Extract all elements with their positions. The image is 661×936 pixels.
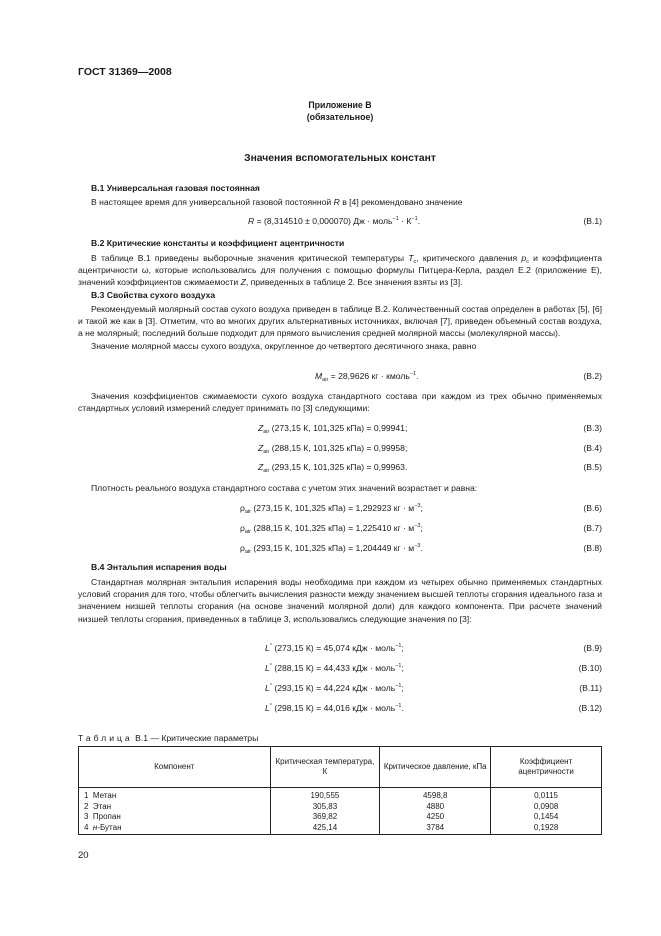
page-number: 20	[78, 850, 89, 861]
table-caption: Таблица В.1 — Критические параметры	[78, 733, 259, 743]
acentric-cell: 0,0115	[491, 788, 602, 802]
acentric-cell: 0,1928	[491, 823, 602, 835]
temperature-cell: 190,555	[270, 788, 380, 802]
document-header: ГОСТ 31369—2008	[78, 66, 172, 78]
section-b1-text: В настоящее время для универсальной газовой постоянной R в [4] рекомендовано значение	[91, 197, 463, 207]
section-b4-text: Стандартная молярная энтальпия испарения воды необходима при каждом из четырех обычно применяемых стандартных условий сгорания для того, чтобы облегчить вычисления разности между значением высшей теплоты сгорания идеального газа и значением низшей теплоты сгорания (на основе значений молярной доли) для каждого компонента. При расчете значений низшей теплоты сгорания, приведенных в таблице 3, использовались следующие значения по [3]:	[78, 577, 602, 624]
section-b2-heading: В.2 Критические константы и коэффициент ацентричности	[91, 238, 345, 248]
critical-parameters-table	[78, 746, 602, 835]
table-row	[79, 802, 602, 813]
table-header-row	[79, 747, 602, 788]
component-cell: 4 н-Бутан	[79, 823, 271, 835]
header-component: Компонент	[79, 747, 271, 788]
annex-heading	[78, 99, 602, 123]
acentric-cell: 0,0908	[491, 802, 602, 813]
annex-label: Приложение В	[308, 100, 372, 110]
annex-status: (обязательное)	[306, 112, 374, 122]
table-row	[79, 788, 602, 802]
header-acentric-factor: Коэффициент ацентричности	[491, 747, 602, 788]
acentric-cell: 0,1454	[491, 812, 602, 823]
temperature-cell: 425,14	[270, 823, 380, 835]
temperature-cell: 369,82	[270, 812, 380, 823]
pressure-cell: 4250	[380, 812, 491, 823]
header-critical-temperature: Критическая температура, К	[270, 747, 380, 788]
section-b3-text-2: Значения коэффициентов сжимаемости сухого воздуха стандартного состава при каждом из трех обычно применяемых стандартных условий измерений следует принимать по [3] следующими:	[78, 391, 602, 414]
section-b2-text: В таблице В.1 приведены выборочные значения критической температуры $T_c$, критического давления $p_c$ и коэффициента ацентричности ω, которые использовались для получения с помощью формулы Питцера-Керла, раздел Е.2 (приложение Е), значений коэффициентов сжимаемости Z, приведенных в таблице 2. Все значения взяты из [3].	[78, 253, 602, 288]
table-row	[79, 823, 602, 835]
pressure-cell: 4880	[380, 802, 491, 813]
table-row	[79, 812, 602, 823]
section-b4-heading: В.4 Энтальпия испарения воды	[91, 562, 227, 572]
component-cell: 3 Пропан	[79, 812, 271, 823]
section-b1-heading: В.1 Универсальная газовая постоянная	[91, 183, 260, 193]
temperature-cell: 305,83	[270, 802, 380, 813]
section-b3-text: Рекомендуемый молярный состав сухого воздуха приведен в таблице В.2. Количественный состав определен в работах [5], [6] и такой же как в [3]. Отметим, что во многих других альтернативных источниках, включая [7], приведен объемный состав воздуха, а не молярный; последний больше подходит для прямого вычисления средней молярной массы (молекулярной массы). Значение молярной массы сухого воздуха, округленное до четвертого десятичного знака, равно	[78, 304, 602, 351]
section-b3-text-3: Плотность реального воздуха стандартного состава с учетом этих значений возрастает и равна:	[91, 483, 478, 493]
pressure-cell: 4598,8	[380, 788, 491, 802]
section-b3-heading: В.3 Свойства сухого воздуха	[91, 290, 216, 300]
annex-title: Значения вспомогательных констант	[244, 153, 436, 164]
component-cell: 2 Этан	[79, 802, 271, 813]
pressure-cell: 3784	[380, 823, 491, 835]
header-critical-pressure: Критическое давление, кПа	[380, 747, 491, 788]
component-cell: 1 Метан	[79, 788, 271, 802]
